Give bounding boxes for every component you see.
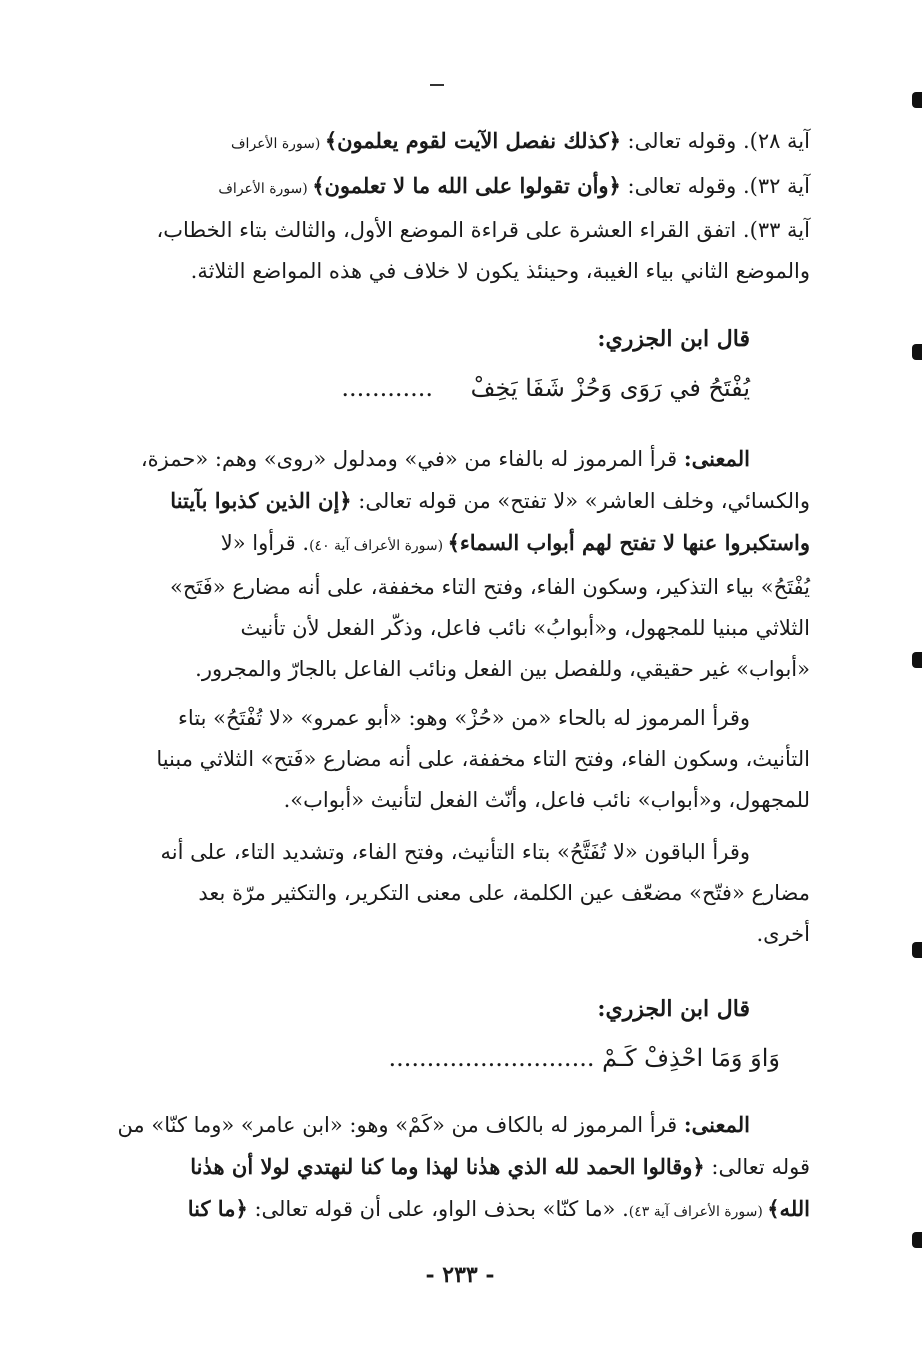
quran-quote: ﴿كذلك نفصل الآيت لقوم يعلمون﴾ bbox=[324, 128, 621, 153]
verse-text: يُفْتَحُ في رَوَى وَحُزْ شَفَا يَخِفْ bbox=[470, 374, 750, 402]
text: والكسائي، وخلف العاشر» «لا تفتح» من قوله تعالى: bbox=[351, 489, 810, 513]
line bbox=[110, 1188, 810, 1233]
line: التأنيث، وسكون الفاء، وفتح التاء مخففة، على أنه مضارع «فَتح» الثلاثي مبنيا bbox=[156, 747, 810, 771]
text: آية ٢٨). وقوله تعالى: bbox=[620, 129, 810, 153]
text: قرأ المرموز له بالكاف من «كَمْ» وهو: «ابن عامر» «وما كنّا» من bbox=[117, 1113, 684, 1137]
line: مضارع «فتّح» مضعّف عين الكلمة، على معنى التكرير، والتكثير مرّة بعد bbox=[198, 881, 810, 905]
line: وقرأ المرموز له بالحاء «من «حُزْ» وهو: «أبو عمرو» «لا تُفْتَحُ» بتاء bbox=[178, 706, 750, 730]
quran-quote: ﴿ما كنا bbox=[187, 1196, 248, 1221]
line bbox=[110, 438, 810, 480]
reference: (سورة الأعراف bbox=[218, 181, 313, 197]
edge-mark bbox=[912, 344, 922, 360]
line bbox=[110, 522, 810, 567]
line bbox=[110, 1104, 810, 1146]
line: للمجهول، و«أبواب» نائب فاعل، وأنّث الفعل لتأنيث «أبواب». bbox=[283, 788, 810, 812]
edge-mark bbox=[912, 92, 922, 108]
quran-quote: ﴿إن الذين كذبوا بآيتنا bbox=[170, 488, 352, 513]
quran-quote: واستكبروا عنها لا تفتح لهم أبواب السماء﴾ bbox=[447, 530, 810, 555]
text: . «ما كنّا» بحذف الواو، على أن قوله تعالى: bbox=[247, 1197, 629, 1221]
line bbox=[110, 120, 810, 165]
text: قوله تعالى: bbox=[704, 1155, 810, 1179]
reference: (سورة الأعراف آية ٤٣) bbox=[628, 1204, 768, 1220]
reference: (سورة الأعراف bbox=[231, 136, 325, 152]
poem-verse bbox=[110, 1044, 810, 1072]
line bbox=[110, 165, 810, 210]
quran-quote: الله﴾ bbox=[767, 1196, 810, 1221]
top-dash bbox=[430, 84, 444, 86]
line: «أبواب» غير حقيقي، وللفصل بين الفعل ونائب الفاعل بالجارّ والمجرور. bbox=[195, 657, 810, 681]
quran-quote: ﴿وقالوا الحمد لله الذي هدٰنا لهذا وما كنا لنهتدي لولا أن هدٰنا bbox=[190, 1154, 705, 1179]
edge-mark bbox=[912, 1232, 922, 1248]
paragraph-3 bbox=[110, 698, 810, 821]
line: يُفْتَحُ» بياء التذكير، وسكون الفاء، وفتح التاء مخففة، على أنه مضارع «فَتَح» bbox=[170, 575, 810, 599]
paragraph-1 bbox=[110, 120, 810, 292]
verse-dots: ............ bbox=[341, 374, 433, 402]
paragraph-2 bbox=[110, 438, 810, 690]
section-heading: قال ابن الجزري: bbox=[597, 326, 750, 352]
line bbox=[110, 1146, 810, 1188]
paragraph-5 bbox=[110, 1104, 810, 1233]
quran-quote: ﴿وأن تقولوا على الله ما لا تعلمون﴾ bbox=[312, 173, 621, 198]
section-heading: قال ابن الجزري: bbox=[597, 996, 750, 1022]
book-page bbox=[110, 0, 810, 1369]
paragraph-4 bbox=[110, 832, 810, 955]
reference: (سورة الأعراف آية ٤٠) bbox=[309, 538, 448, 554]
verse-text: وَاوَ وَمَا احْذِفْ كَـمْ bbox=[602, 1044, 780, 1072]
edge-mark bbox=[912, 652, 922, 668]
meaning-label: المعنى: bbox=[683, 446, 750, 471]
text: . قرأوا «لا bbox=[220, 531, 310, 555]
line: أخرى. bbox=[756, 922, 810, 946]
edge-mark bbox=[912, 942, 922, 958]
meaning-label: المعنى: bbox=[683, 1112, 750, 1137]
verse-dots: ........................... bbox=[388, 1044, 595, 1072]
page-number: - ٢٣٣ - bbox=[425, 1262, 495, 1288]
text: قرأ المرموز له بالفاء من «في» ومدلول «روى» وهم: «حمزة، bbox=[140, 447, 684, 471]
line: وقرأ الباقون «لا تُفَتَّحُ» بتاء التأنيث، وفتح الفاء، وتشديد التاء، على أنه bbox=[160, 840, 750, 864]
line: والموضع الثاني بياء الغيبة، وحينئذ يكون لا خلاف في هذه المواضع الثلاثة. bbox=[190, 259, 810, 283]
poem-verse bbox=[110, 374, 810, 402]
line bbox=[110, 480, 810, 522]
text: آية ٣٢). وقوله تعالى: bbox=[620, 174, 810, 198]
line: آية ٣٣). اتفق القراء العشرة على قراءة الموضع الأول، والثالث بتاء الخطاب، bbox=[156, 218, 810, 242]
line: الثلاثي مبنيا للمجهول، و«أبوابُ» نائب فاعل، وذكّر الفعل لأن تأنيث bbox=[240, 616, 810, 640]
